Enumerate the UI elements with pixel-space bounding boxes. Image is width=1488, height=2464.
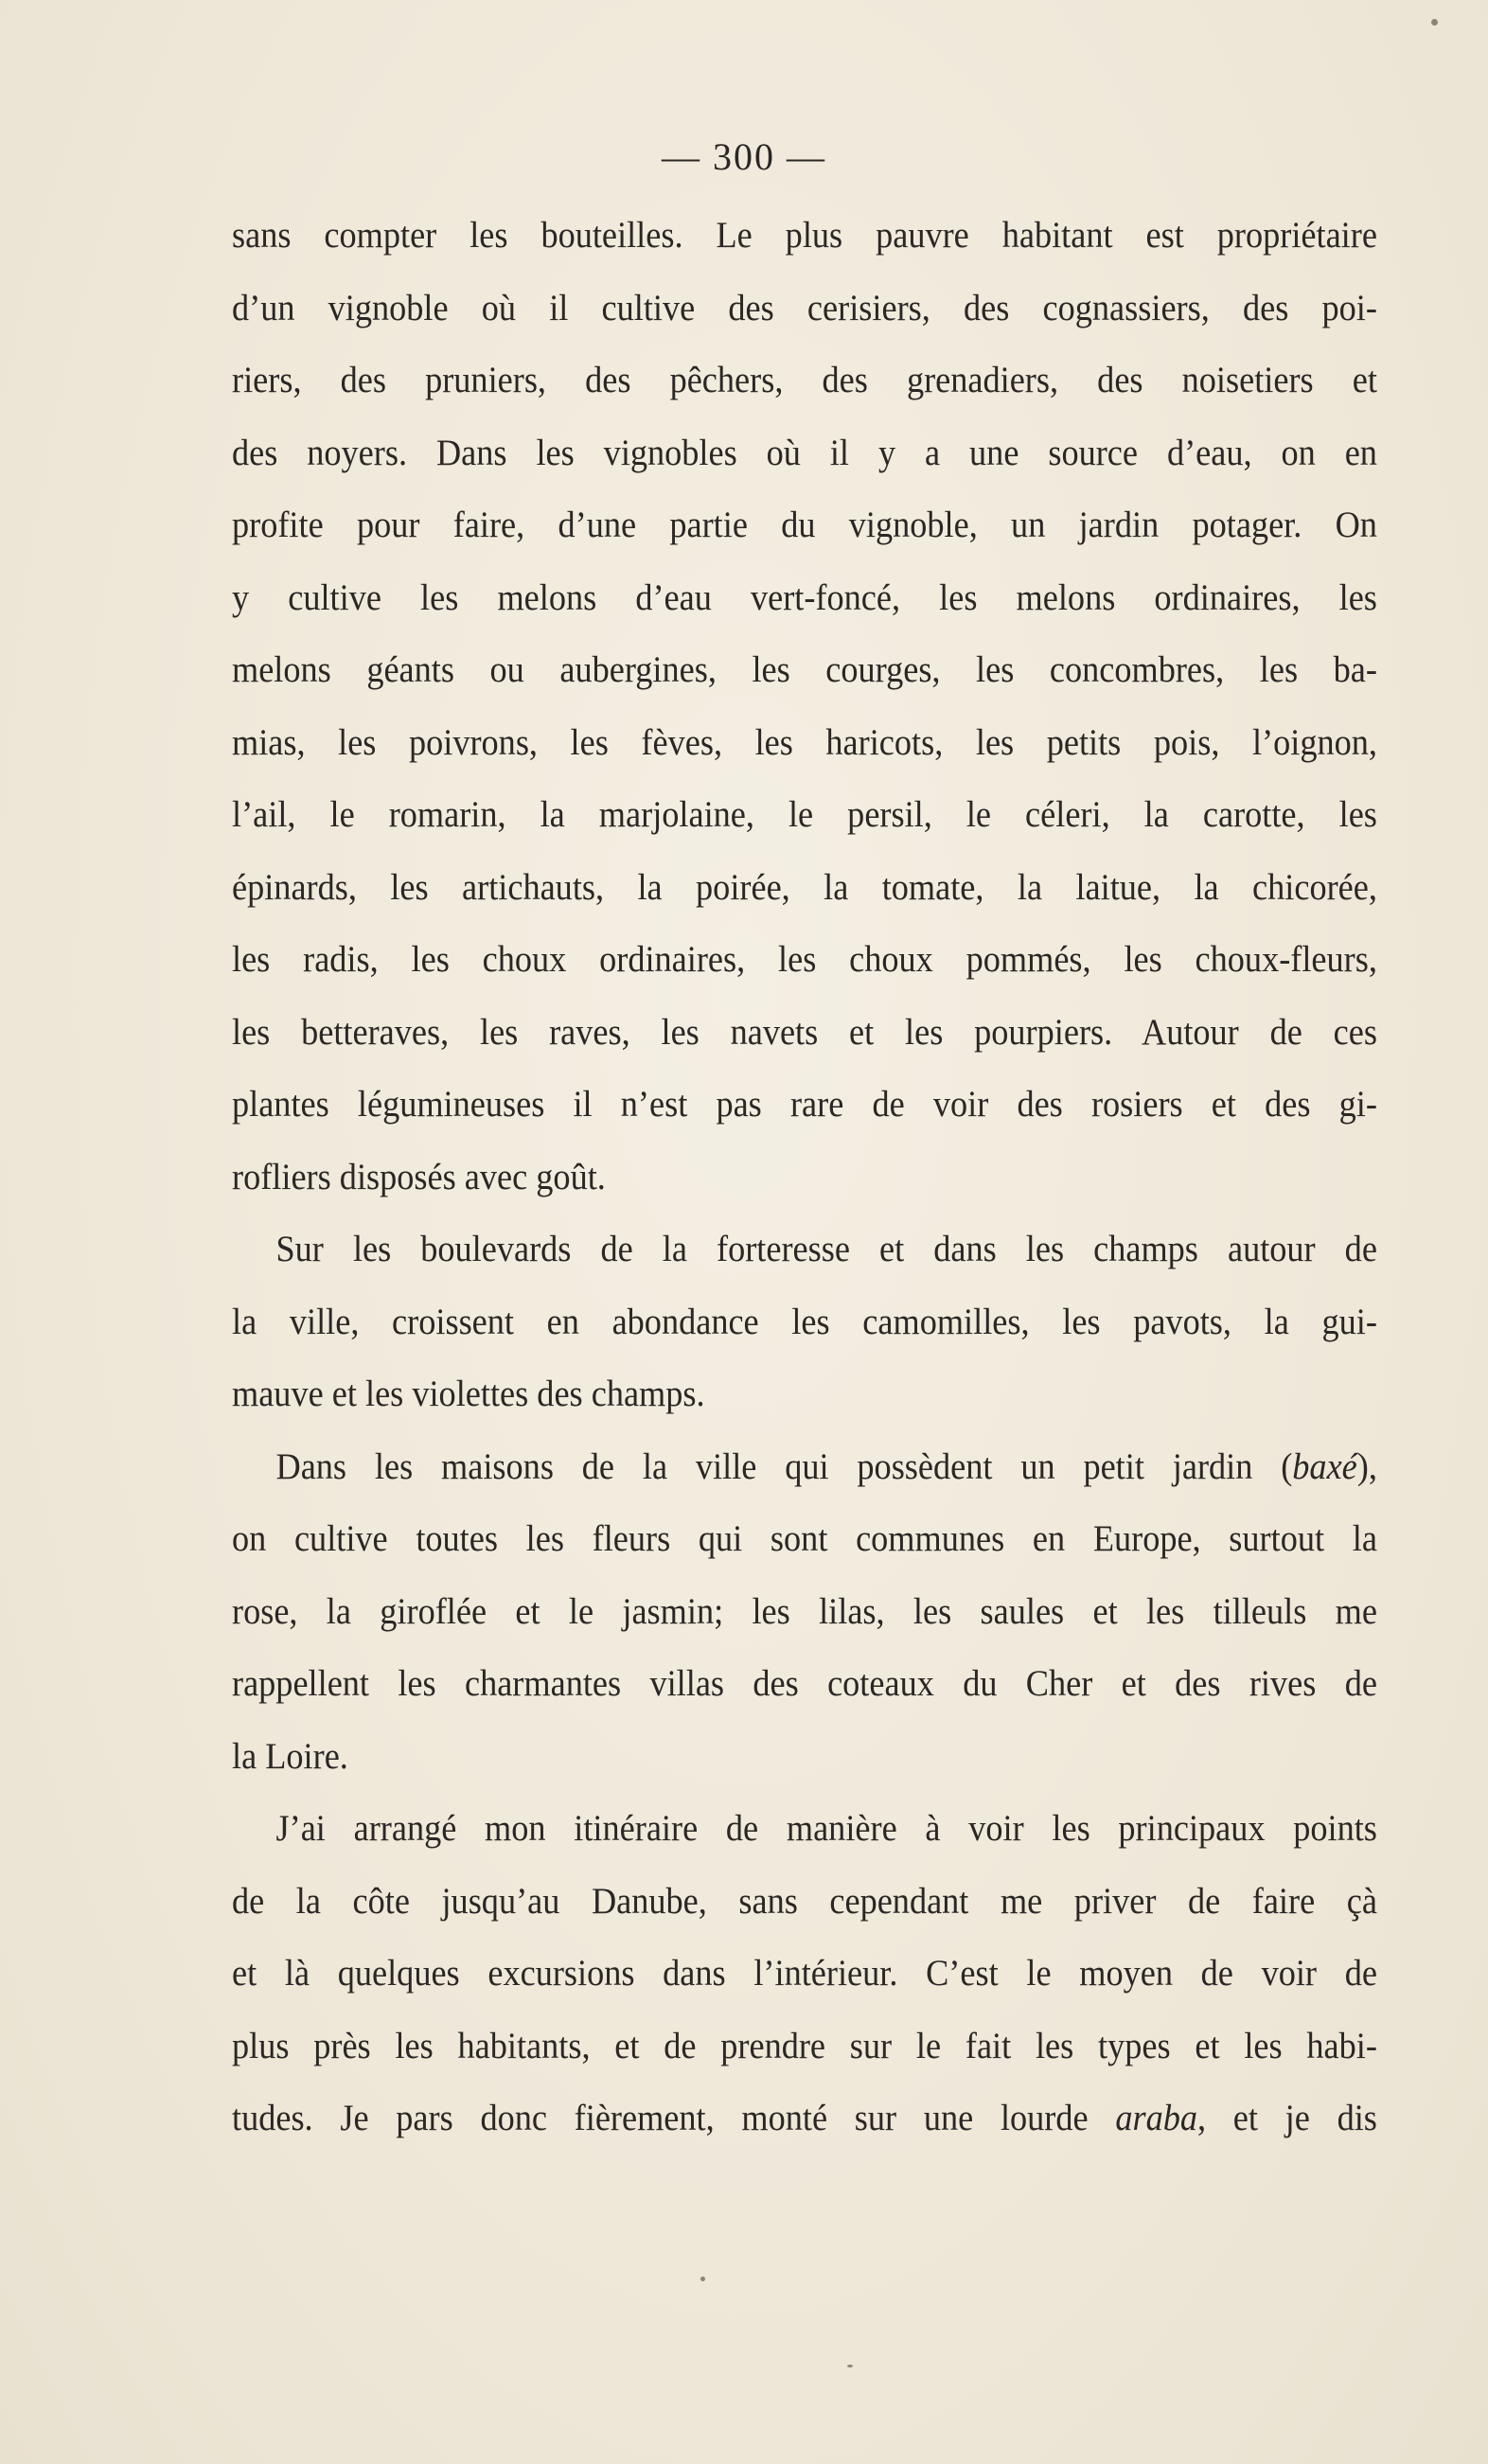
body-text: [232, 200, 1377, 2155]
text-line: la ville, croissent en abondance les camomilles, les pavots, la gui-: [232, 1301, 1377, 1342]
text-line: Dans les maisons de la ville qui possèdent un petit jardin (baxé),: [275, 1445, 1377, 1487]
text-line: rappellent les charmantes villas des coteaux du Cher et des rives de: [232, 1663, 1377, 1704]
text-line: épinards, les artichauts, la poirée, la tomate, la laitue, la chicorée,: [232, 866, 1377, 908]
text-line: plus près les habitants, et de prendre sur le fait les types et les habi-: [232, 2025, 1377, 2066]
text-line: plantes légumineuses il n’est pas rare de voir des rosiers et des gi-: [232, 1084, 1377, 1125]
text-line: d’un vignoble où il cultive des cerisiers, des cognassiers, des poi-: [232, 287, 1377, 328]
text-line: la Loire.: [232, 1735, 348, 1777]
text-line: sans compter les bouteilles. Le plus pauvre habitant est propriétaire: [232, 215, 1377, 256]
text-line: de la côte jusqu’au Danube, sans cependant me priver de faire çà: [232, 1880, 1377, 1922]
paper-speck: [700, 2277, 705, 2281]
text-line: les radis, les choux ordinaires, les choux pommés, les choux-fleurs,: [232, 939, 1377, 980]
page-number: — 300 —: [662, 135, 826, 178]
text-line: rofliers disposés avec goût.: [232, 1156, 606, 1197]
paper-speck: [847, 2365, 853, 2367]
text-line: y cultive les melons d’eau vert-foncé, les melons ordinaires, les: [232, 576, 1377, 618]
text-line: Sur les boulevards de la forteresse et dans les champs autour de: [275, 1229, 1377, 1269]
text-line: riers, des pruniers, des pêchers, des grenadiers, des noisetiers et: [232, 360, 1377, 400]
text-line: mias, les poivrons, les fèves, les haricots, les petits pois, l’oignon,: [232, 721, 1377, 763]
text-line: melons géants ou aubergines, les courges, les concombres, les ba-: [232, 649, 1377, 690]
text-line: J’ai arrangé mon itinéraire de manière à voir les principaux points: [275, 1808, 1377, 1849]
text-line: rose, la giroflée et le jasmin; les lilas, les saules et les tilleuls me: [232, 1590, 1377, 1632]
text-line: des noyers. Dans les vignobles où il y a une source d’eau, on en: [232, 432, 1377, 473]
text-line: profite pour faire, d’une partie du vignoble, un jardin potager. On: [232, 505, 1377, 545]
text-line: on cultive toutes les fleurs qui sont communes en Europe, surtout la: [232, 1518, 1377, 1559]
paper-speck: [1431, 19, 1438, 26]
text-line: les betteraves, les raves, les navets et les pourpiers. Autour de ces: [232, 1011, 1377, 1053]
text-line: tudes. Je pars donc fièrement, monté sur une lourde araba, et je dis: [232, 2098, 1377, 2138]
text-line: l’ail, le romarin, la marjolaine, le persil, le céleri, la carotte, les: [232, 794, 1377, 835]
text-line: mauve et les violettes des champs.: [232, 1374, 705, 1414]
text-line: et là quelques excursions dans l’intérieur. C’est le moyen de voir de: [232, 1953, 1377, 1994]
